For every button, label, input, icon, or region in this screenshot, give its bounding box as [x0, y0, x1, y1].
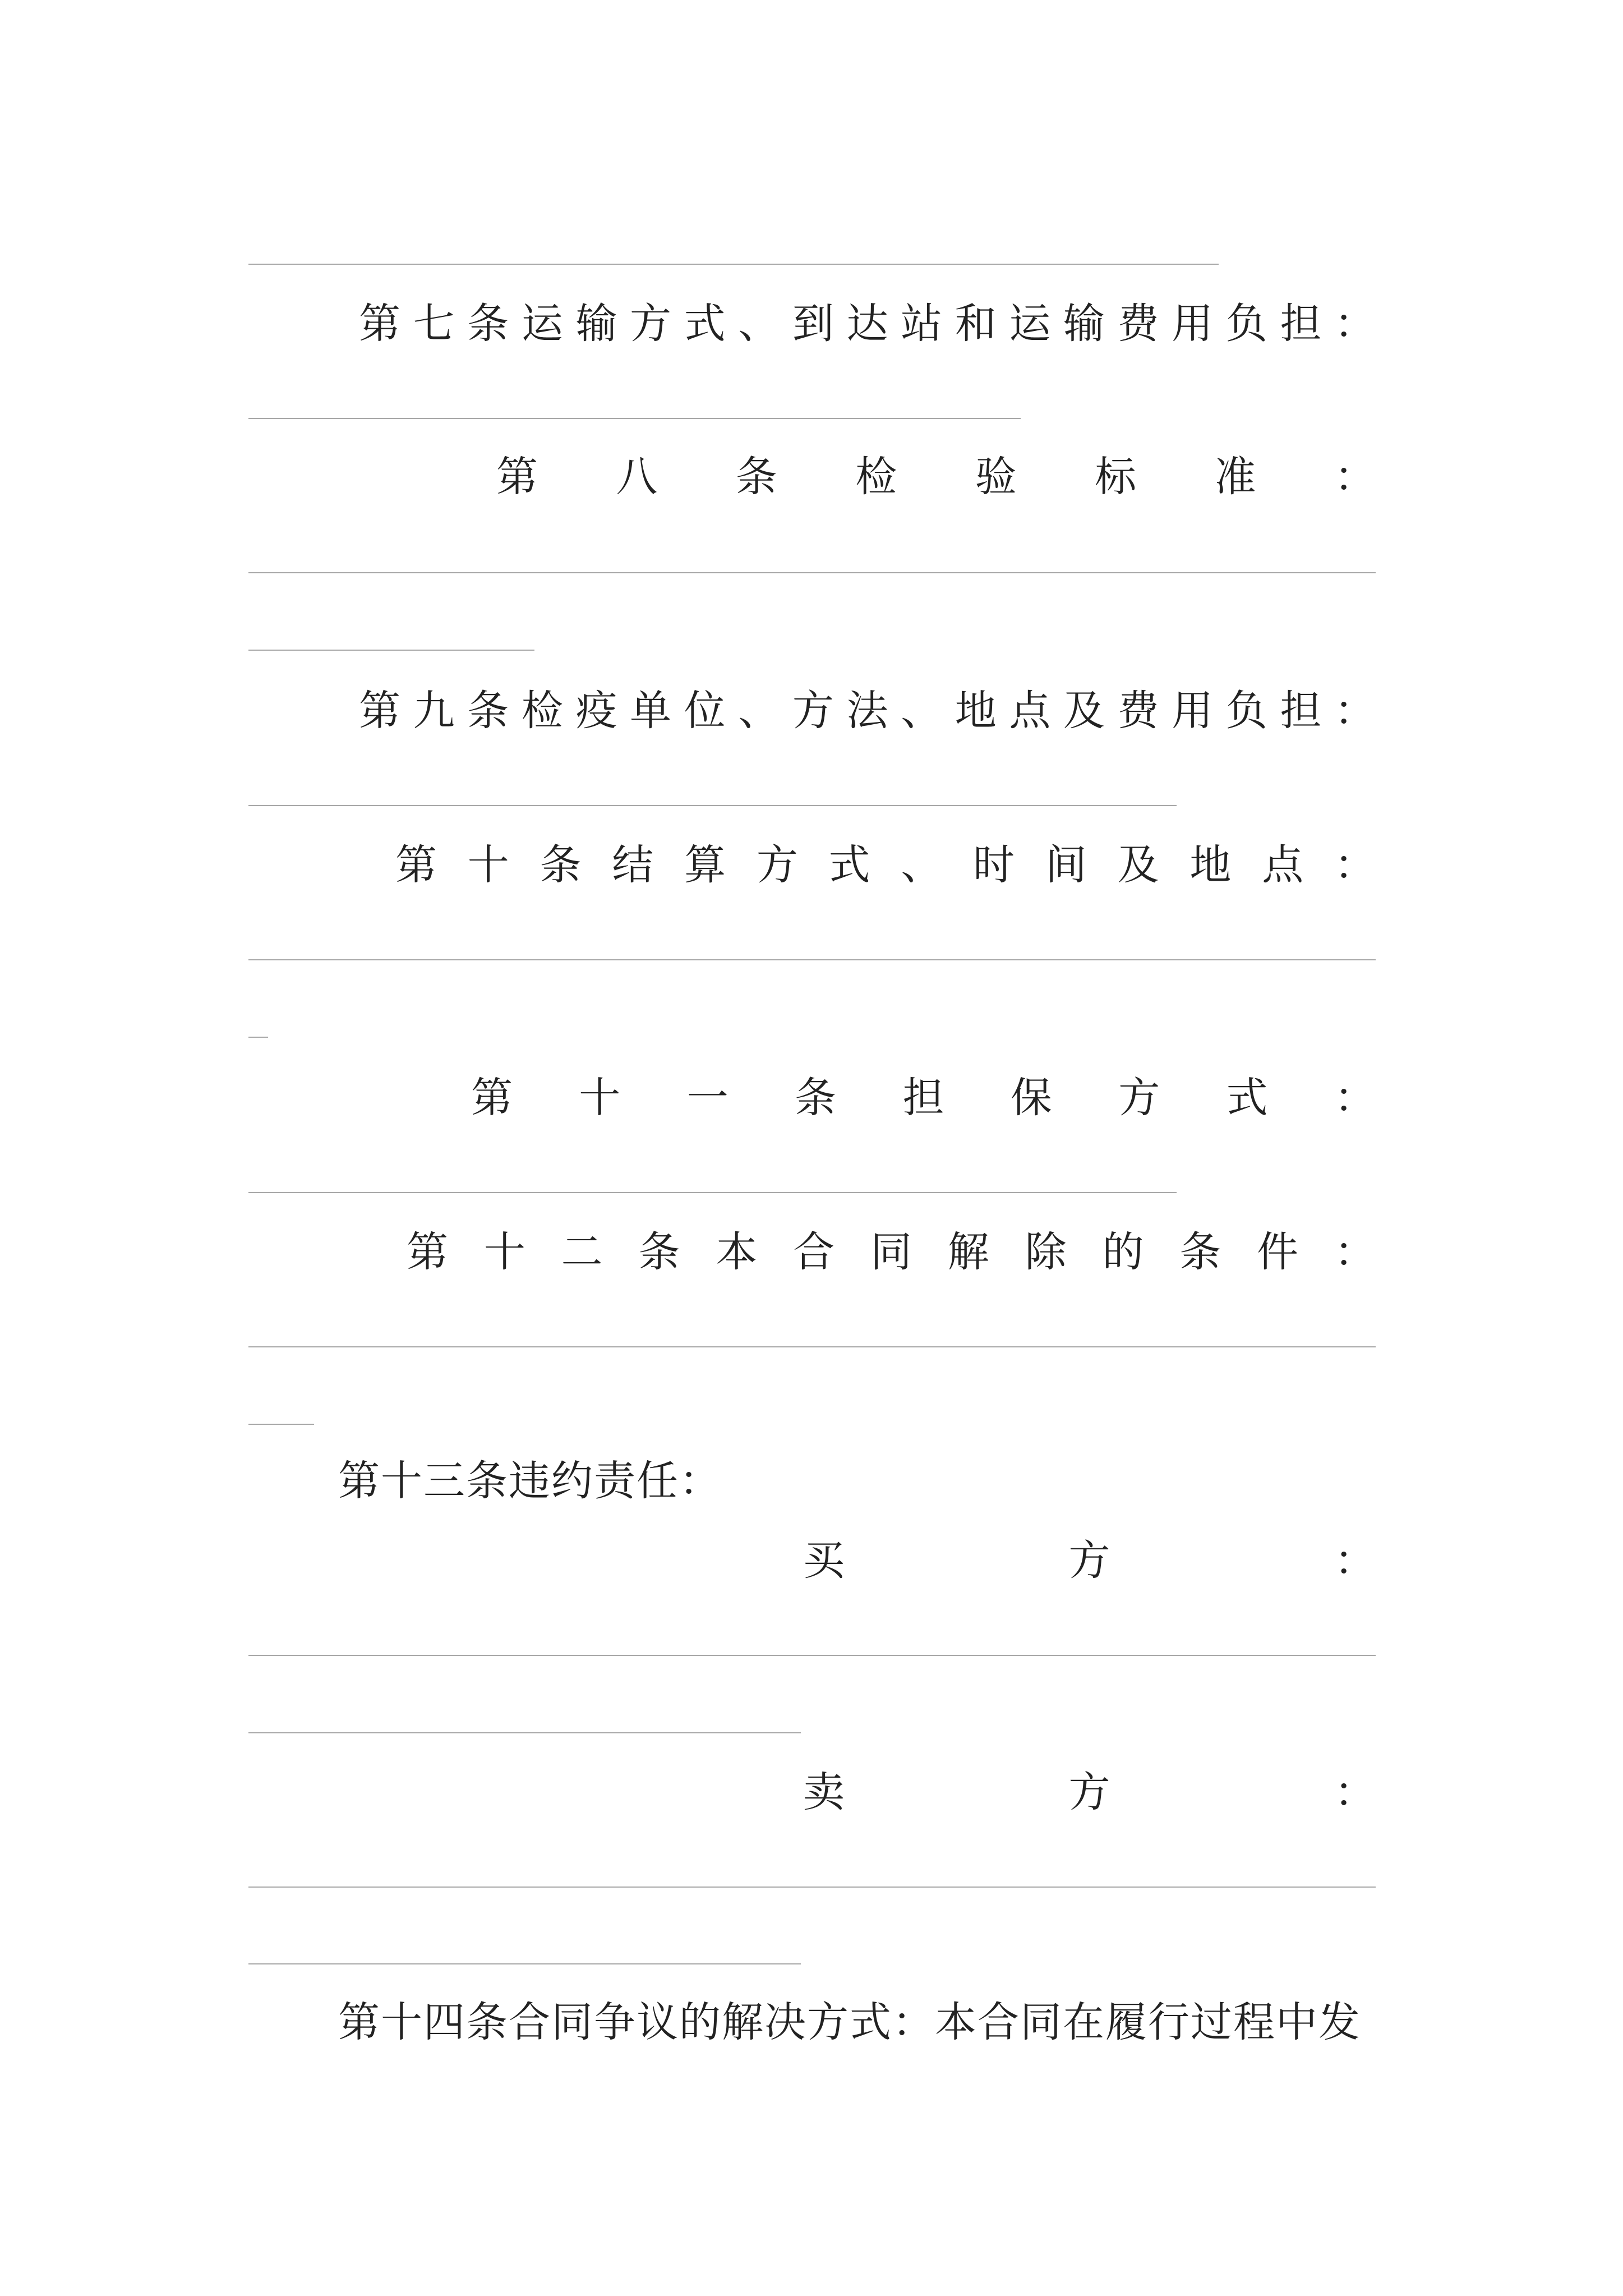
blank-line — [248, 650, 534, 651]
blank-line — [248, 264, 1219, 265]
blank-line — [248, 1887, 1376, 1888]
article-11-heading: 第 十 一 条 担 保 方 式 ： — [471, 1074, 1376, 1122]
buyer-label: 买 方 ： — [803, 1536, 1376, 1585]
blank-line — [248, 1192, 1177, 1193]
seller-label: 卖 方 ： — [803, 1768, 1376, 1816]
blank-line — [248, 805, 1177, 806]
blank-line — [248, 1963, 801, 1964]
article-9-heading: 第 九 条 检 疫 单 位 、 方 法 、 地 点 及 费 用 负 担 ： — [359, 687, 1376, 735]
blank-line — [248, 1732, 801, 1733]
article-8-heading: 第 八 条 检 验 标 准 ： — [496, 453, 1376, 501]
blank-line — [248, 959, 1376, 960]
blank-line — [248, 1424, 314, 1425]
article-13-heading: 第十三条违约责任： — [338, 1457, 722, 1505]
article-10-heading: 第 十 条 结 算 方 式 、 时 间 及 地 点 ： — [395, 841, 1376, 889]
blank-line — [248, 1346, 1376, 1347]
blank-line — [248, 418, 1021, 419]
blank-line — [248, 572, 1376, 573]
blank-line — [248, 1037, 268, 1038]
article-7-heading: 第 七 条 运 输 方 式 、 到 达 站 和 运 输 费 用 负 担 ： — [359, 300, 1376, 348]
article-12-heading: 第 十 二 条 本 合 同 解 除 的 条 件 ： — [407, 1228, 1376, 1276]
blank-line — [248, 1655, 1376, 1656]
article-14-text: 第十四条合同争议的解决方式：本合同在履行过程中发 — [338, 1998, 1361, 2046]
